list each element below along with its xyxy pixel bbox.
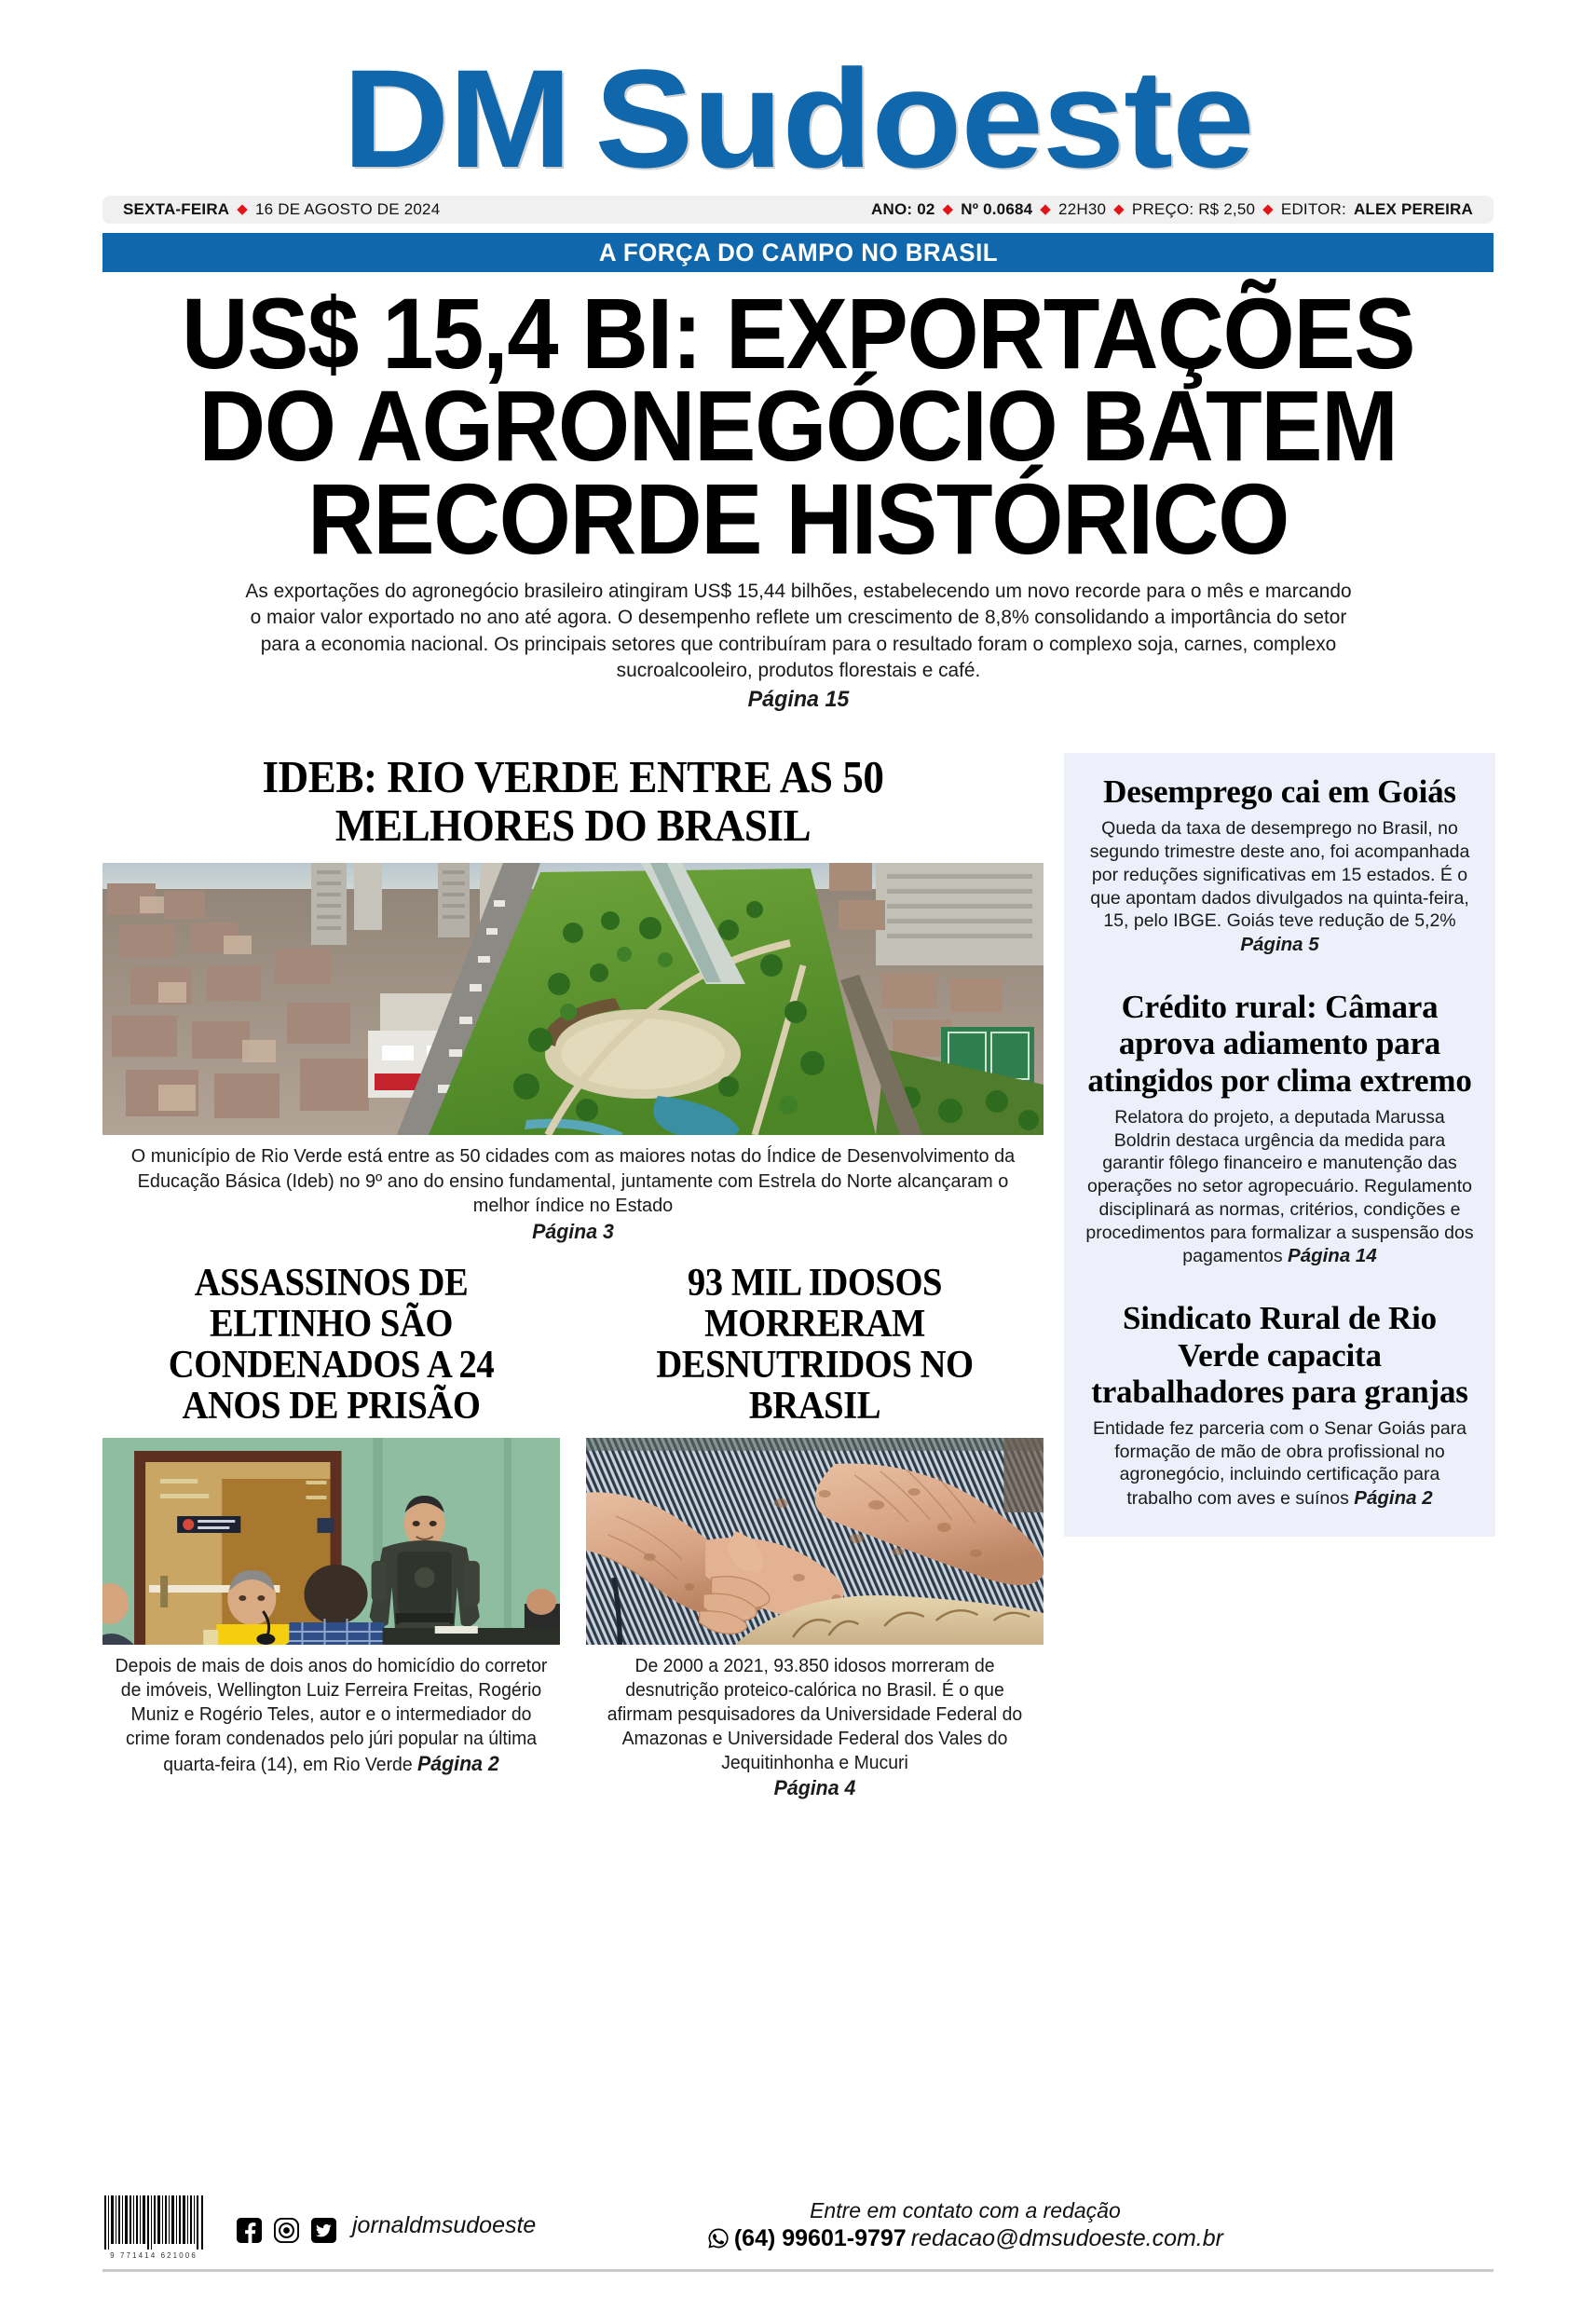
main-story-caption [116, 1144, 1030, 1246]
lead-standfirst-text: As exportações do agronegócio brasileiro atingiram US$ 15,44 bilhões, estabelecendo um novo recorde para o mês e marcando o maior valor exportado no ano até agora. O desempenho reflete um crescimento de 8,8% consolidando a importância do setor para a economia nacional. Os principais setores que contribuíram para o resultado foram o complexo soja, carnes, complexo sucroalcooleiro, produtos florestais e café. [244, 580, 1352, 682]
section-banner-label: A FORÇA DO CAMPO NO BRASIL [598, 238, 998, 267]
sub-story-2-headline[interactable]: 93 MIL IDOSOS MORRERAM DESNUTRIDOS NO BRASIL [656, 1261, 974, 1428]
sidebar-item-sindicato-rural [1084, 1300, 1475, 1511]
issue-date: 16 DE AGOSTO DE 2024 [255, 200, 441, 218]
sub-story-2-photo [586, 1438, 1044, 1645]
main-story-photo [102, 863, 1044, 1135]
sidebar-item-1-text [1084, 817, 1475, 957]
sub-story-1-caption-text: Depois de mais de dois anos do homicídio do corretor de imóveis, Wellington Luiz Ferreira Freitas, Rogério Muniz e Rogério Teles, autor e o intermediador do crime foram condenados pelo júri popular na última quarta-feira (14), em Rio Verde [115, 1656, 548, 1776]
instagram-icon[interactable] [274, 2218, 299, 2243]
sub-story-1-headline[interactable]: ASSASSINOS DE ELTINHO SÃO CONDENADOS A 24 ANOS DE PRISÃO [168, 1261, 495, 1428]
aerial-city-park-image [102, 863, 1044, 1135]
diamond-bullet-icon: ◆ [1113, 200, 1125, 217]
main-story-page-ref[interactable]: Página 3 [532, 1220, 614, 1244]
sub-story-1-caption [109, 1654, 552, 1778]
section-banner [102, 233, 1494, 272]
editor-name: ALEX PEREIRA [1353, 200, 1473, 218]
courtroom-image [102, 1438, 560, 1645]
barcode [102, 2195, 205, 2260]
lead-standfirst [238, 578, 1358, 714]
barcode-number: 9 771414 621006 [110, 2251, 198, 2260]
infobar-left [123, 200, 440, 219]
sidebar-item-2-body: Relatora do projeto, a deputada Marussa Boldrin destaca urgência da medida para garantir fôlego financeiro e manutenção das operações no setor agropecuário. Regulamento disciplinará as normas, critérios, condições e procedimentos para formalizar a suspensão dos pagamentos [1085, 1106, 1474, 1267]
sub-story-2-page-ref[interactable]: Página 4 [773, 1776, 856, 1800]
sidebar-item-3-headline[interactable]: Sindicato Rural de Rio Verde capacita trabalhadores para granjas [1091, 1300, 1468, 1410]
footer-left [102, 2195, 536, 2260]
sub-story-1 [102, 1263, 560, 1802]
sub-story-2-caption-text: De 2000 a 2021, 93.850 idosos morreram de desnutrição proteico-calórica no Brasil. É o que afirmam pesquisadores da Universidade Federal do Amazonas e Universidade Federal dos Vales do Jequitinhonha e Mucuri [607, 1656, 1023, 1774]
sidebar-item-3-page-ref[interactable]: Página 2 [1354, 1487, 1433, 1510]
sub-story-2-caption [593, 1654, 1036, 1802]
sidebar-item-2-text [1084, 1106, 1475, 1269]
lead-headline-line-2: DO AGRONEGÓCIO BATEM [198, 369, 1398, 483]
sidebar-item-1-page-ref[interactable]: Página 5 [1240, 934, 1319, 956]
lead-headline[interactable] [158, 277, 1439, 575]
elderly-hands-image [586, 1438, 1044, 1645]
sub-story-1-photo [102, 1438, 560, 1645]
masthead [102, 0, 1494, 197]
sub-stories-row [102, 1263, 1044, 1802]
diamond-bullet-icon: ◆ [237, 200, 249, 217]
issue-price: PREÇO: R$ 2,50 [1131, 200, 1256, 218]
lead-headline-line-3: RECORDE HISTÓRICO [307, 461, 1289, 575]
sidebar-item-1-body: Queda da taxa de desemprego no Brasil, no segundo trimestre deste ano, foi acompanhada por reduções significativas em 15 estados. É o que apontam dados divulgados na quinta-feira, 15, pelo IBGE. Goiás teve redução de 5,2% [1089, 818, 1470, 932]
contact-phone[interactable]: (64) 99601-9797 [733, 2224, 907, 2251]
issue-number: Nº 0.0684 [961, 200, 1033, 218]
infobar-right [871, 200, 1473, 219]
diamond-bullet-icon: ◆ [1040, 200, 1052, 217]
whatsapp-icon [707, 2227, 730, 2249]
contact-email[interactable]: redacao@dmsudoeste.com.br [910, 2224, 1223, 2251]
issue-time: 22H30 [1058, 200, 1107, 218]
sidebar-item-3-body: Entidade fez parceria com o Senar Goiás para formação de mão de obra profissional no agronegócio, incluindo certificação para trabalho com aves e suínos [1092, 1417, 1467, 1510]
sidebar-item-1-headline[interactable]: Desemprego cai em Goiás [1103, 773, 1456, 811]
year-label: ANO: 02 [871, 200, 935, 218]
sidebar-item-2-headline[interactable]: Crédito rural: Câmara aprova adiamento para atingidos por clima extremo [1087, 989, 1472, 1099]
lead-headline-line-1: US$ 15,4 BI: EXPORTAÇÕES [181, 277, 1415, 390]
diamond-bullet-icon: ◆ [942, 200, 954, 217]
social-handle[interactable]: jornaldmsudoeste [352, 2212, 537, 2238]
sidebar-item-2-page-ref[interactable]: Página 14 [1288, 1245, 1377, 1267]
page-footer [102, 2195, 1494, 2272]
twitter-icon[interactable] [311, 2218, 336, 2243]
contact-title: Entre em contato com a redação [810, 2197, 1121, 2222]
issue-info-bar [102, 196, 1494, 224]
sub-story-2 [586, 1263, 1044, 1802]
newspaper-logo [61, 40, 1535, 197]
main-story-headline[interactable]: IDEB: RIO VERDE ENTRE AS 50 MELHORES DO BRASIL [262, 751, 884, 852]
diamond-bullet-icon: ◆ [1262, 200, 1274, 217]
logo-sudoeste: Sudoeste [594, 40, 1254, 197]
logo-dm: DM [342, 40, 571, 197]
footer-contact [707, 2198, 1494, 2258]
facebook-icon[interactable] [237, 2218, 262, 2243]
sidebar-item-credito-rural [1084, 989, 1475, 1268]
barcode-icon [102, 2195, 205, 2249]
editor-label: EDITOR: [1280, 200, 1346, 218]
main-column [102, 753, 1044, 1801]
social-links [237, 2212, 536, 2260]
main-story-caption-text: O município de Rio Verde está entre as 50 cidades com as maiores notas do Índice de Desenvolvimento da Educação Básica (Ideb) no 9º ano do ensino fundamental, juntamente com Estrela do Norte alcançaram o melhor índice no Estado [130, 1145, 1016, 1217]
sidebar [1064, 753, 1495, 1537]
sidebar-item-desemprego [1084, 773, 1475, 957]
weekday-label: SEXTA-FEIRA [123, 200, 230, 218]
sidebar-item-3-text [1084, 1417, 1475, 1511]
lead-page-ref[interactable]: Página 15 [747, 686, 849, 712]
content-grid [102, 753, 1494, 1801]
sub-story-1-page-ref[interactable]: Página 2 [417, 1752, 499, 1776]
